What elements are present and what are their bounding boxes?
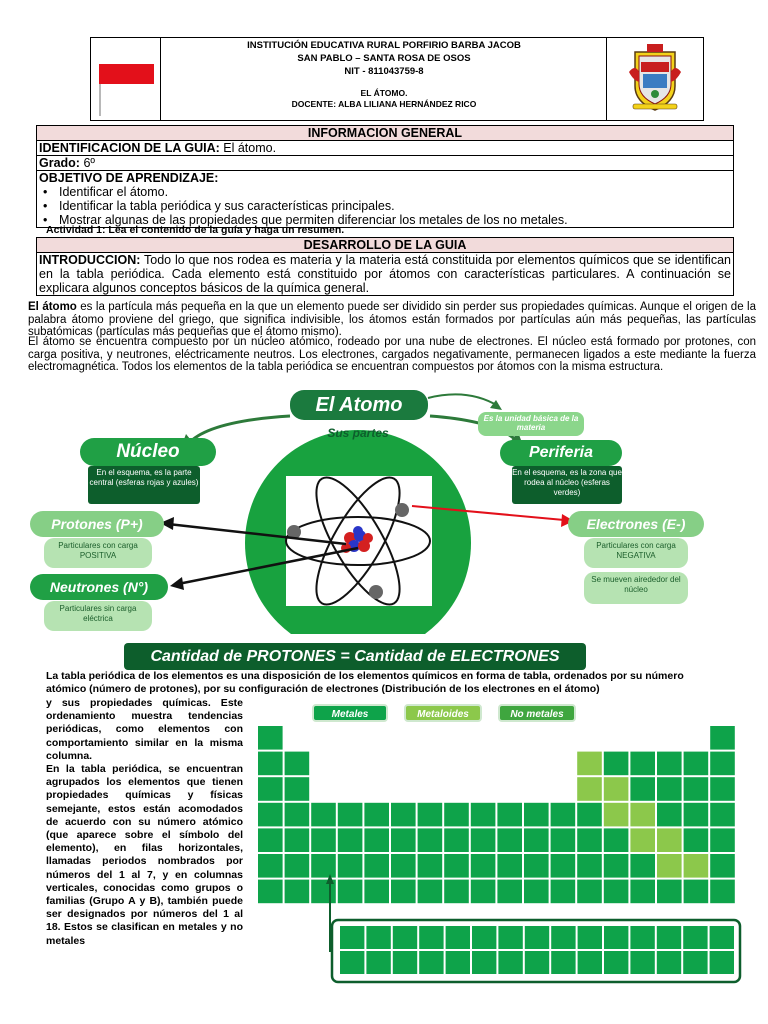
atom-definition-paragraph [28,301,756,339]
element-cell [684,880,709,904]
school-flag [99,44,154,84]
element-cell [364,828,389,852]
f-block-cell [710,926,734,949]
grade-row [37,156,733,171]
nucleo-label: Núcleo [80,438,216,466]
document-header [90,37,704,121]
protones-description: Particulares con carga POSITIVA [44,538,152,568]
element-cell [258,854,283,878]
element-cell [471,854,496,878]
f-block-cell [446,926,470,949]
f-block-cell [657,926,681,949]
element-cell [604,777,629,801]
f-block-cell [578,926,602,949]
electrones-label: Electrones (E-) [568,511,704,537]
element-cell [418,880,443,904]
element-cell [338,803,363,827]
objectives-list [39,185,731,227]
f-block-cell [683,951,707,974]
legend-metales: Metales [312,704,388,722]
element-cell [444,803,469,827]
element-cell [258,880,283,904]
element-cell [577,803,602,827]
element-cell [551,880,576,904]
element-cell [684,828,709,852]
element-cell [391,854,416,878]
grade-value: 6º [83,156,95,170]
school-crest [629,42,681,112]
element-cell [497,828,522,852]
periferia-label: Periferia [500,440,622,466]
electron [395,503,409,517]
introduction-body: Todo lo que nos rodea es materia y la materia está constituida por elementos químicos que se identifican en la tabla periódica. Cada elemento está constituido por átomos con características particulares. A continuación se explicara algunos conceptos básicos de la química general. [39,253,731,295]
objective-item: • Mostrar algunas de las propiedades que permiten diferenciar los metales de los no metales. [39,213,731,227]
element-cell [471,880,496,904]
f-block-cell [710,951,734,974]
periodic-table-text [46,697,243,948]
element-cell [497,880,522,904]
general-info-heading: INFORMACION GENERAL [37,126,733,141]
legend-no-metales: No metales [498,704,576,722]
protones-label: Protones (P+) [30,511,164,537]
element-cell [577,880,602,904]
element-cell [630,828,655,852]
element-cell [471,803,496,827]
electron [369,585,383,599]
element-cell [630,854,655,878]
institution-name: INSTITUCIÓN EDUCATIVA RURAL PORFIRIO BARBA JACOB [247,40,521,51]
f-block-cell [366,951,390,974]
element-cell [710,880,735,904]
element-cell [258,828,283,852]
element-cell [285,777,310,801]
element-cell [524,803,549,827]
f-block-cell [419,926,443,949]
guide-id-row [37,141,733,156]
element-cell [710,777,735,801]
element-cell [444,854,469,878]
teacher-name: DOCENTE: ALBA LILIANA HERNÁNDEZ RICO [291,99,477,109]
element-cell [710,803,735,827]
objectives-label: OBJETIVO DE APRENDIZAJE: [39,171,219,185]
general-info-table [36,125,734,228]
element-cell [285,880,310,904]
periferia-description: En el esquema, es la zona que rodea al núcleo (esferas verdes) [512,466,622,504]
f-block-cell [657,951,681,974]
atom-title: El Atomo [290,390,428,420]
atom-subtitle: Sus partes [327,426,389,440]
element-cell [710,752,735,776]
arrow-to-unit-caption [428,394,498,406]
institution-nit: NIT - 811043759-8 [344,66,424,77]
f-block-cell [472,951,496,974]
element-cell [710,726,735,750]
element-cell [657,777,682,801]
element-cell [524,828,549,852]
element-cell [524,854,549,878]
f-block-cell [604,926,628,949]
atom-structure-paragraph: El átomo se encuentra compuesto por un núcleo atómico, rodeado por una nube de electrones. El núcleo está formado por protones, con carga positiva, y neutrones, eléctricamente neutros. Los electrones, cargados negativamente, permanecen ligados a este mediante la fuerza electromagnética. Todos los elementos de la tabla periódica se encuentran compuestos por átomos con la misma estructura. [28,336,756,373]
objective-item: • Identificar la tabla periódica y sus características principales. [39,199,731,213]
element-cell [391,803,416,827]
f-block-cell [419,951,443,974]
element-cell [391,880,416,904]
element-cell [285,803,310,827]
element-cell [630,777,655,801]
electrones-description: Particulares con carga NEGATIVA [584,538,688,568]
atom-definition: es la partícula más pequeña en la que un elemento puede ser dividido sin perder sus propiedades químicas. Aunque el origen de la palabra átomo proviene del griego, que significa indivisible, los átomos están formados por partículas aún más pequeñas, las partículas subatómicas (partículas más pequeñas que el átomo mismo). [28,301,756,338]
nucleo-description: En el esquema, es la parte central (esferas rojas y azules) [88,466,200,504]
f-block-cell [604,951,628,974]
crest-cell [606,38,703,120]
element-cell [418,828,443,852]
element-cell [710,854,735,878]
element-cell [657,828,682,852]
element-cell [285,854,310,878]
development-heading: DESARROLLO DE LA GUIA [37,238,733,253]
institution-location: SAN PABLO – SANTA ROSA DE OSOS [297,53,471,64]
element-cell [285,828,310,852]
introduction-label: INTRODUCCION: [39,253,141,267]
element-cell [258,803,283,827]
element-cell [577,828,602,852]
f-block-cell [446,951,470,974]
objective-item: • Identificar el átomo. [39,185,731,199]
element-cell [471,828,496,852]
f-block-cell [578,951,602,974]
element-cell [577,752,602,776]
f-block-cell [630,926,654,949]
element-cell [418,803,443,827]
f-block-cell [340,926,364,949]
f-block-cell [525,926,549,949]
f-block-cell [393,926,417,949]
unit-caption: Es la unidad básica de la materia [478,412,584,436]
legend-metaloides: Metaloides [404,704,482,722]
f-block-cell [366,926,390,949]
element-cell [684,803,709,827]
element-cell [551,828,576,852]
periodic-table-intro: La tabla periódica de los elementos es una disposición de los elementos químicos en forma de tabla, ordenados por su número atómico (número de protones), por su configuración de electrones (Distribución de los electrones en el átomo) [46,670,684,695]
element-cell [577,777,602,801]
element-cell [684,777,709,801]
guide-title: EL ÁTOMO. [360,88,408,98]
periodic-table-graphic [256,724,742,984]
element-cell [497,854,522,878]
development-table [36,237,734,296]
element-cell [630,803,655,827]
element-cell [338,880,363,904]
guide-id-value: El átomo. [223,141,277,155]
element-cell [338,828,363,852]
element-cell [604,880,629,904]
guide-id-label: IDENTIFICACION DE LA GUIA: [39,141,220,155]
header-text [161,38,607,120]
element-cell [311,803,336,827]
element-cell [444,880,469,904]
f-block-cell [472,926,496,949]
element-cell [684,854,709,878]
f-block-cell [498,926,522,949]
electrones-movement: Se mueven airededor del núcleo [584,572,688,604]
atom-diagram [28,386,740,634]
element-cell [710,828,735,852]
f-block-cell [525,951,549,974]
objectives-row [37,171,733,227]
element-cell [604,752,629,776]
grade-label: Grado: [39,156,80,170]
element-cell [285,752,310,776]
element-cell [604,803,629,827]
element-cell [684,752,709,776]
periodic-table-paragraph-2: En la tabla periódica, se encuentran agrupados los elementos que tienen propiedades químicas y físicas semejante, estos están acomodados de acuerdo con su número atómico (que aparece sobre el símbolo del elemento), en filas horizontales, llamadas periodos nombrados por números del 1 al 7, y en columnas verticales, conocidas como grupos o familias (Grupo A y B), también puede ser designados por números del 1 al 18. Estos se clasifican en metales y no metales [46,763,243,947]
element-cell [364,880,389,904]
f-block-cell [551,951,575,974]
element-cell [551,803,576,827]
element-cell [630,880,655,904]
flag-cell [91,38,161,120]
element-cell [524,880,549,904]
element-cell [497,803,522,827]
element-cell [551,854,576,878]
f-block-cell [340,951,364,974]
element-cell [258,726,283,750]
element-cell [657,803,682,827]
introduction-text [37,253,733,295]
element-cell [311,828,336,852]
element-cell [418,854,443,878]
f-block-cell [683,926,707,949]
activity-instruction: Actividad 1: Lea el contenido de la guía y haga un resumen. [46,224,345,236]
element-cell [311,854,336,878]
element-cell [391,828,416,852]
neutrones-label: Neutrones (N°) [30,574,168,600]
element-cell [258,752,283,776]
f-block-cell [498,951,522,974]
element-cell [577,854,602,878]
element-cell [657,752,682,776]
element-cell [604,854,629,878]
f-block-cell [630,951,654,974]
element-cell [444,828,469,852]
element-cell [338,854,363,878]
element-cell [258,777,283,801]
element-cell [630,752,655,776]
element-cell [364,854,389,878]
atom-term: El átomo [28,301,77,313]
neutrones-description: Particulares sin carga eléctrica [44,601,152,631]
element-cell [657,880,682,904]
element-cell [657,854,682,878]
f-block-cell [393,951,417,974]
element-cell [364,803,389,827]
periodic-table-paragraph-1: y sus propiedades químicas. Este ordenamiento muestra tendencias periódicas, como elementos con comportamiento similar en la misma columna. [46,697,243,762]
f-block-cell [551,926,575,949]
protons-electrons-formula: Cantidad de PROTONES = Cantidad de ELECTRONES [124,643,586,670]
element-cell [604,828,629,852]
